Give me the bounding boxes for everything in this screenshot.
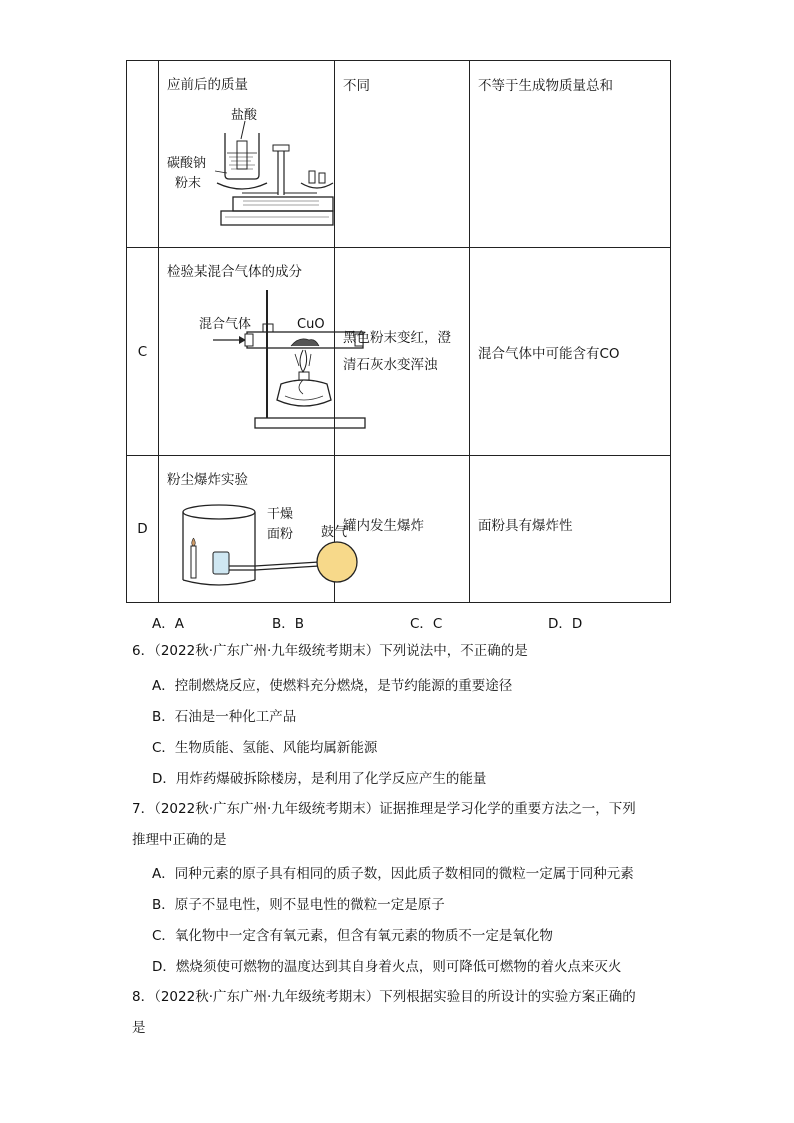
table-row [127, 61, 671, 248]
option-d: D．D [548, 616, 583, 632]
q7-option-c: C．氧化物中一定含有氧元素，但含有氧元素的物质不一定是氧化物 [152, 928, 553, 944]
figure-label: 碳酸钠 [167, 156, 207, 171]
conclusion-cell [470, 456, 671, 603]
q7-option-b: B．原子不显电性，则不显电性的微粒一定是原子 [152, 897, 445, 913]
experiment-name: 检验某混合气体的成分 [167, 264, 302, 280]
option-b: B．B [272, 616, 305, 632]
conclusion-text: 不等于生成物质量总和 [478, 78, 613, 94]
question-7-stem [132, 794, 672, 856]
table-row [127, 248, 671, 456]
q7-option-d: D．燃烧须使可燃物的温度达到其自身着火点，则可降低可燃物的着火点来灭火 [152, 959, 622, 975]
figure-label: 面粉 [267, 527, 294, 542]
question5-options [0, 612, 794, 632]
phenomenon-cell [335, 61, 470, 248]
conclusion-cell [470, 61, 671, 248]
experiment-name: 应前后的质量 [167, 77, 248, 93]
figure-label: 鼓气 [321, 525, 348, 540]
q6-option-a: A．控制燃烧反应，使燃料充分燃烧，是节约能源的重要途径 [152, 678, 513, 694]
q6-option-b: B．石油是一种化工产品 [152, 709, 297, 725]
phenomenon-cell [335, 248, 470, 456]
experiment-cell [159, 456, 348, 603]
row-label: D [127, 456, 159, 603]
question-8-stem [132, 982, 672, 1044]
conclusion-cell [470, 248, 671, 456]
q6-option-d: D．用炸药爆破拆除楼房，是利用了化学反应产生的能量 [152, 771, 487, 787]
question-stem-cont: 推理中正确的是 [132, 832, 227, 848]
row-label: C [127, 248, 159, 456]
figure-label: CuO [297, 317, 325, 332]
phenomenon-text: 罐内发生爆炸 [343, 518, 424, 534]
figure-label: 混合气体 [199, 317, 252, 332]
option-a: A．A [152, 616, 184, 632]
question-stem: 8．（2022秋·广东广州·九年级统考期末）下列根据实验目的所设计的实验方案正确的 [132, 989, 636, 1005]
question-stem: 6．（2022秋·广东广州·九年级统考期末）下列说法中，不正确的是 [132, 643, 528, 659]
question-6-stem [132, 636, 672, 667]
option-c: C．C [410, 616, 443, 632]
question-stem: 7．（2022秋·广东广州·九年级统考期末）证据推理是学习化学的重要方法之一，下列 [132, 801, 636, 817]
experiment-table [126, 60, 671, 603]
balance-apparatus-figure [159, 93, 334, 243]
experiment-cell [159, 61, 335, 248]
row-label [127, 61, 159, 248]
q6-option-c: C．生物质能、氢能、风能均属新能源 [152, 740, 378, 756]
figure-label: 盐酸 [231, 108, 258, 123]
phenomenon-text: 黑色粉末变红，澄清石灰水变浑浊 [343, 329, 451, 373]
conclusion-text: 面粉具有爆炸性 [478, 518, 573, 534]
question-stem-cont: 是 [132, 1020, 146, 1036]
q7-option-a: A．同种元素的原子具有相同的质子数，因此质子数相同的微粒一定属于同种元素 [152, 866, 634, 882]
phenomenon-text: 不同 [343, 78, 370, 94]
experiment-cell [159, 248, 335, 456]
experiment-name: 粉尘爆炸实验 [167, 472, 248, 488]
cuo-tube-apparatus-figure [159, 280, 334, 440]
dust-explosion-figure [159, 488, 348, 598]
figure-label: 干燥 [267, 507, 294, 522]
figure-label: 粉末 [175, 176, 202, 191]
table-row [127, 456, 671, 603]
phenomenon-cell [335, 456, 470, 603]
conclusion-text: 混合气体中可能含有CO [478, 345, 620, 362]
